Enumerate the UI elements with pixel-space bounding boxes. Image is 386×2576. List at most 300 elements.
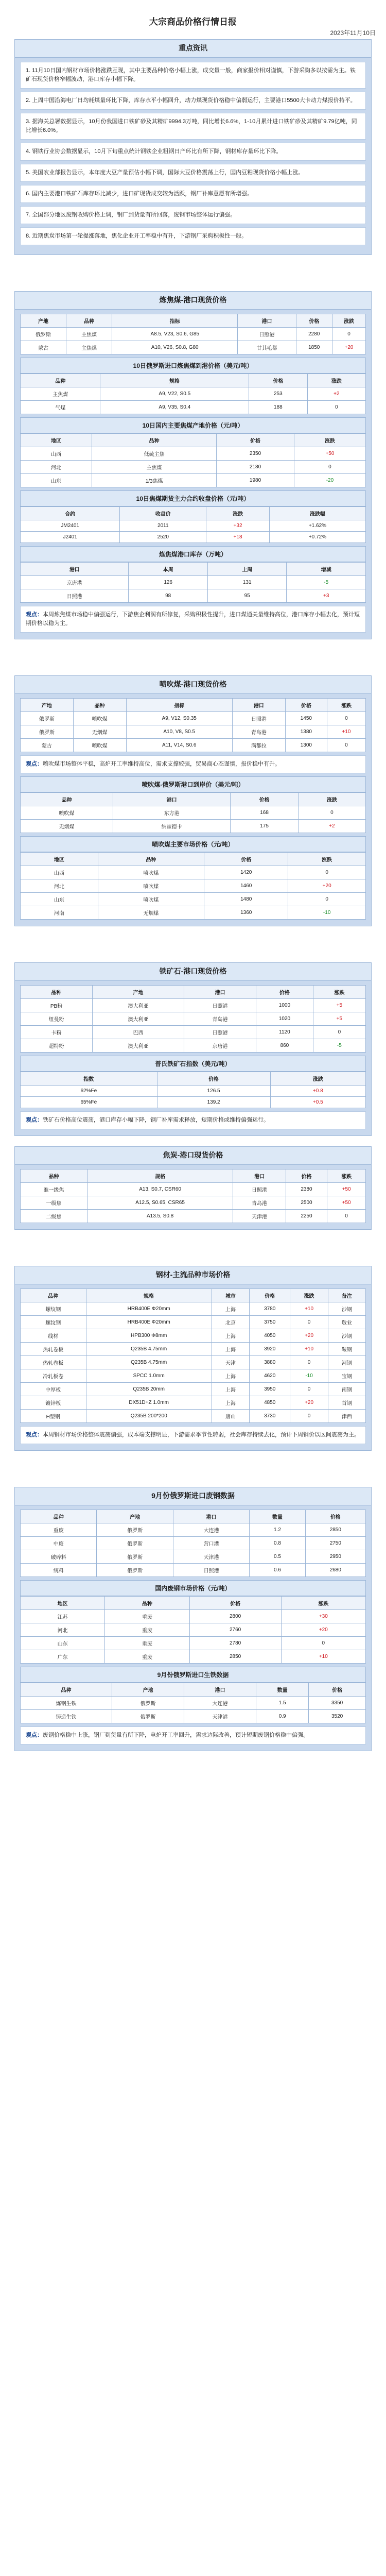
table-cell: 3780 (250, 1302, 290, 1316)
table-cell: 1/3焦煤 (92, 474, 217, 487)
table-cell: 日照港 (232, 712, 285, 725)
table-row (21, 1086, 366, 1097)
news-section (14, 39, 372, 255)
table-header-cell: 产地 (93, 986, 184, 999)
table-cell: 重废 (105, 1650, 189, 1664)
table-cell: 日照港 (173, 1564, 249, 1577)
coal-stock-table (20, 562, 366, 603)
table-cell: 1120 (256, 1026, 313, 1039)
table-row (21, 1550, 366, 1564)
table-cell: 0.6 (250, 1564, 305, 1577)
news-title: 重点资讯 (15, 40, 371, 58)
table-cell: 中废 (21, 1537, 97, 1550)
table-cell: 宝钢 (328, 1369, 365, 1383)
table-cell: 重废 (105, 1623, 189, 1637)
table-row (21, 879, 366, 893)
table-cell: H型钢 (21, 1410, 86, 1423)
table-cell: 河钢 (328, 1356, 365, 1369)
table-cell: HPB300 Φ8mm (86, 1329, 212, 1343)
table-cell: 4050 (250, 1329, 290, 1343)
table-cell: 纽曼粉 (21, 1012, 93, 1026)
table-cell: 蒙古 (21, 341, 66, 354)
table-cell: 上海 (212, 1369, 249, 1383)
ore-section (14, 962, 372, 1136)
pci-section (14, 675, 372, 926)
coal-import-title: 10日俄罗斯进口炼焦煤到港价格（美元/吨） (20, 358, 366, 374)
pci-port-table (20, 698, 366, 752)
table-cell: -5 (313, 1039, 365, 1053)
table-row (21, 1343, 366, 1356)
table-cell: +10 (327, 725, 365, 739)
table-row (21, 1183, 366, 1196)
table-cell: 京唐港 (184, 1039, 256, 1053)
table-row (21, 461, 366, 474)
table-cell: +20 (332, 341, 365, 354)
table-cell: 1450 (285, 712, 327, 725)
table-cell: 0 (281, 1637, 365, 1650)
table-cell: 河北 (21, 879, 98, 893)
ore-index-table (20, 1072, 366, 1108)
news-item: 5. 美国农业部报告显示，本年度大豆产量预估小幅下调，国际大豆价格震荡上行，国内豆粕现货价格小幅上涨。 (20, 164, 366, 182)
table-cell: 河北 (21, 461, 92, 474)
table-cell: -10 (288, 906, 366, 920)
table-cell: 上海 (212, 1302, 249, 1316)
news-item: 2. 上周中国沿海电厂日均耗煤量环比下降，库存水平小幅回升，动力煤现货价格稳中偏弱运行，主要港口5500大卡动力煤报价持平。 (20, 92, 366, 110)
steel-comment: 观点：本周钢材市场价格整体震荡偏强，成本端支撑明显，下游需求季节性转弱，社会库存持续去化，预计下周钢价以区间震荡为主。 (20, 1426, 366, 1444)
steel-section (14, 1266, 372, 1451)
table-cell: 2800 (189, 1610, 281, 1623)
table-cell: 一级焦 (21, 1196, 87, 1210)
pci-title: 喷吹煤-港口现货价格 (15, 676, 371, 694)
ore-index-title: 普氏铁矿石指数（美元/吨） (20, 1056, 366, 1072)
table-header-cell: 港口 (21, 563, 129, 576)
table-cell: 无烟煤 (21, 820, 113, 833)
table-cell: 1850 (296, 341, 332, 354)
pci-market-title: 喷吹煤主要市场价格（元/吨） (20, 836, 366, 852)
table-row (21, 712, 366, 725)
table-header-cell: 数量 (256, 1683, 309, 1697)
table-header-cell: 价格 (305, 1510, 365, 1523)
table-cell: 1.5 (256, 1697, 309, 1710)
table-header-cell: 涨跌 (288, 853, 366, 866)
table-row (21, 1369, 366, 1383)
table-cell: 首钢 (328, 1396, 365, 1410)
table-cell: 喷吹煤 (73, 739, 126, 752)
table-cell: 俄罗斯 (97, 1523, 173, 1537)
table-cell: 气煤 (21, 401, 100, 414)
table-cell: A10, V8, S0.5 (126, 725, 232, 739)
table-cell: 3750 (250, 1316, 290, 1329)
table-cell: 重废 (105, 1610, 189, 1623)
table-cell: 日照港 (184, 1026, 256, 1039)
table-cell: +10 (281, 1650, 365, 1664)
table-cell: +20 (290, 1396, 328, 1410)
pci-import-title: 喷吹煤-俄罗斯港口到岸价（美元/吨） (20, 776, 366, 792)
table-cell: 3350 (309, 1697, 366, 1710)
table-row (21, 820, 366, 833)
table-row (21, 1650, 366, 1664)
table-cell: HRB400E Φ20mm (86, 1316, 212, 1329)
news-item: 6. 国内主要港口铁矿石库存环比减少，进口矿现货成交较为活跃，钢厂补库意愿有所增强。 (20, 185, 366, 203)
table-cell: 2280 (296, 328, 332, 341)
table-header-cell: 品种 (73, 699, 126, 712)
table-cell: 139.2 (157, 1097, 270, 1108)
table-header-cell: 涨跌 (294, 434, 365, 447)
table-cell: +1.62% (269, 520, 365, 532)
scrap-import-table (20, 1510, 366, 1577)
table-cell: A12.5, S0.65, CSR65 (87, 1196, 233, 1210)
steel-title: 钢材-主流品种市场价格 (15, 1266, 371, 1284)
table-cell: +10 (290, 1302, 328, 1316)
report-date: 2023年11月10日 (330, 29, 376, 37)
table-row (21, 328, 366, 341)
table-header-cell: 品种 (21, 1683, 112, 1697)
table-row (21, 1039, 366, 1053)
table-header-cell: 价格 (296, 314, 332, 328)
scrap-domestic-table (20, 1596, 366, 1664)
table-header-cell: 价格 (285, 699, 327, 712)
table-header-cell: 规格 (87, 1170, 233, 1183)
table-cell: 日照港 (21, 589, 129, 603)
table-cell: -5 (287, 576, 366, 589)
table-cell: 日照港 (238, 328, 296, 341)
table-row (21, 1537, 366, 1550)
table-cell: 甘其毛都 (238, 341, 296, 354)
table-row (21, 589, 366, 603)
table-header-cell: 品种 (92, 434, 217, 447)
table-row (21, 1012, 366, 1026)
table-cell: +5 (313, 1012, 365, 1026)
table-cell: 俄罗斯 (21, 712, 74, 725)
table-cell: 破碎料 (21, 1550, 97, 1564)
table-cell: 4620 (250, 1369, 290, 1383)
table-cell: 巴西 (93, 1026, 184, 1039)
table-cell: 青岛港 (233, 1196, 286, 1210)
table-header-cell: 城市 (212, 1289, 249, 1302)
table-cell: 蒙古 (21, 739, 74, 752)
table-cell: 天津港 (233, 1210, 286, 1223)
table-cell: 超特粉 (21, 1039, 93, 1053)
table-header-cell: 涨跌 (270, 1072, 365, 1086)
table-header-cell: 涨跌 (327, 699, 365, 712)
table-cell: 主焦煤 (21, 387, 100, 401)
table-row (21, 401, 366, 414)
table-header-cell: 涨跌幅 (269, 507, 365, 520)
table-row (21, 1210, 366, 1223)
table-cell: 日照港 (233, 1183, 286, 1196)
table-row (21, 1697, 366, 1710)
table-cell: 2750 (305, 1537, 365, 1550)
table-cell: HRB400E Φ20mm (86, 1302, 212, 1316)
ore-port-table (20, 985, 366, 1053)
table-cell: 2850 (189, 1650, 281, 1664)
table-cell: 炼钢生铁 (21, 1697, 112, 1710)
table-cell: Q235B 4.75mm (86, 1356, 212, 1369)
table-header-cell: 港口 (232, 699, 285, 712)
table-header-cell: 指标 (112, 314, 238, 328)
table-header-cell: 产地 (21, 699, 74, 712)
table-header-cell: 港口 (238, 314, 296, 328)
table-cell: 螺纹钢 (21, 1316, 86, 1329)
table-cell: 纳霍德卡 (113, 820, 231, 833)
table-cell: 1480 (204, 893, 288, 906)
table-row (21, 906, 366, 920)
table-cell: 1380 (285, 725, 327, 739)
table-cell: 1000 (256, 999, 313, 1012)
table-cell: 126 (129, 576, 208, 589)
table-header-cell: 品种 (21, 374, 100, 387)
table-header-cell: 涨跌 (313, 986, 365, 999)
coal-domestic-title: 10日国内主要焦煤产地价格（元/吨） (20, 417, 366, 433)
table-cell: 131 (207, 576, 287, 589)
table-cell: 2950 (305, 1550, 365, 1564)
table-header-cell: 价格 (217, 434, 294, 447)
table-row (21, 1564, 366, 1577)
table-header-cell: 品种 (21, 1510, 97, 1523)
table-cell: Q235B 200*200 (86, 1410, 212, 1423)
table-row (21, 866, 366, 879)
table-header-cell: 上周 (207, 563, 287, 576)
table-header-cell: 价格 (249, 374, 307, 387)
table-cell: 3730 (250, 1410, 290, 1423)
table-header-cell: 增减 (287, 563, 366, 576)
table-cell: 2380 (286, 1183, 327, 1196)
coal-stock-title: 炼焦煤港口库存（万吨） (20, 546, 366, 562)
table-cell: 俄罗斯 (112, 1710, 184, 1723)
table-row (21, 1097, 366, 1108)
table-cell: 2780 (189, 1637, 281, 1650)
pci-comment: 观点：喷吹煤市场整体平稳，高炉开工率维持高位，需求支撑较强，贸易商心态谨慎，报价稳中有升。 (20, 755, 366, 773)
table-row (21, 1710, 366, 1723)
table-cell: 俄罗斯 (112, 1697, 184, 1710)
table-cell: PB粉 (21, 999, 93, 1012)
pci-market-table (20, 852, 366, 920)
coal-futures-title: 10日焦煤期货主力合约收盘价格（元/吨） (20, 490, 366, 506)
table-header-cell: 港口 (184, 986, 256, 999)
table-cell: 满都拉 (232, 739, 285, 752)
table-header-cell: 品种 (21, 1289, 86, 1302)
table-cell: 3880 (250, 1356, 290, 1369)
table-cell: 螺纹钢 (21, 1302, 86, 1316)
table-cell: 低硫主焦 (92, 447, 217, 461)
table-cell: 2760 (189, 1623, 281, 1637)
table-header-cell: 港口 (113, 793, 231, 806)
table-cell: 0 (290, 1316, 328, 1329)
table-cell: 喷吹煤 (98, 893, 204, 906)
table-cell: +3 (287, 589, 366, 603)
table-cell: 2680 (305, 1564, 365, 1577)
table-header-cell: 价格 (204, 853, 288, 866)
table-row (21, 576, 366, 589)
table-cell: 俄罗斯 (21, 725, 74, 739)
table-cell: 2250 (286, 1210, 327, 1223)
table-row (21, 447, 366, 461)
table-cell: 澳大利亚 (93, 1012, 184, 1026)
table-header-cell: 价格 (256, 986, 313, 999)
table-cell: 0 (332, 328, 365, 341)
news-item: 4. 钢铁行业协会数据显示，10月下旬重点统计钢铁企业粗钢日产环比有所下降，钢材库存量环比下降。 (20, 143, 366, 161)
news-item: 7. 全国部分地区废钢收购价格上调，钢厂到货量有所回落，废钢市场整体运行偏强。 (20, 206, 366, 224)
table-cell: J2401 (21, 532, 120, 543)
table-header-cell: 产地 (21, 314, 66, 328)
table-cell: A13.5, S0.8 (87, 1210, 233, 1223)
table-cell: 主焦煤 (66, 328, 112, 341)
table-row (21, 806, 366, 820)
table-cell: 3950 (250, 1383, 290, 1396)
table-cell: 2500 (286, 1196, 327, 1210)
table-header-cell: 地区 (21, 434, 92, 447)
table-header-cell: 品种 (66, 314, 112, 328)
table-row (21, 1329, 366, 1343)
table-header-cell: 品种 (98, 853, 204, 866)
table-cell: +20 (281, 1623, 365, 1637)
table-cell: 0.9 (256, 1710, 309, 1723)
table-header-cell: 价格 (309, 1683, 366, 1697)
table-cell: 上海 (212, 1396, 249, 1410)
table-cell: 1.2 (250, 1523, 305, 1537)
table-cell: 俄罗斯 (97, 1550, 173, 1564)
table-cell: 253 (249, 387, 307, 401)
pci-import-table (20, 792, 366, 833)
news-list (20, 62, 366, 245)
table-cell: 俄罗斯 (97, 1564, 173, 1577)
table-cell: 主焦煤 (66, 341, 112, 354)
table-cell: 俄罗斯 (97, 1537, 173, 1550)
table-row (21, 532, 366, 543)
table-cell: 山东 (21, 474, 92, 487)
table-row (21, 999, 366, 1012)
table-cell: 大连港 (184, 1697, 256, 1710)
table-cell: 山东 (21, 1637, 105, 1650)
report-header (0, 0, 386, 37)
table-cell: -20 (294, 474, 365, 487)
table-header-cell: 价格 (189, 1597, 281, 1610)
table-cell: 喷吹煤 (21, 806, 113, 820)
table-cell: A9, V22, S0.5 (100, 387, 249, 401)
table-cell: 188 (249, 401, 307, 414)
table-cell: 主焦煤 (92, 461, 217, 474)
table-header-cell: 规格 (86, 1289, 212, 1302)
table-cell: +10 (290, 1343, 328, 1356)
table-cell: 二级焦 (21, 1210, 87, 1223)
table-cell: 卡粉 (21, 1026, 93, 1039)
table-header-cell: 指标 (126, 699, 232, 712)
table-cell: 175 (231, 820, 298, 833)
table-header-cell: 涨跌 (298, 793, 365, 806)
table-cell: 南钢 (328, 1383, 365, 1396)
table-cell: 860 (256, 1039, 313, 1053)
table-row (21, 893, 366, 906)
table-header-cell: 产地 (112, 1683, 184, 1697)
news-item: 8. 近期焦炭市场第一轮提涨落地，焦化企业开工率稳中有升，下游钢厂采购积极性一般。 (20, 227, 366, 245)
table-cell: 澳大利亚 (93, 999, 184, 1012)
table-header-cell: 品种 (21, 1170, 87, 1183)
table-cell: 2011 (120, 520, 206, 532)
table-cell: Q235B 4.75mm (86, 1343, 212, 1356)
table-cell: 0 (298, 806, 365, 820)
table-cell: 日照港 (184, 999, 256, 1012)
table-cell: +20 (288, 879, 366, 893)
table-cell: 唐山 (212, 1410, 249, 1423)
table-cell: 2520 (120, 532, 206, 543)
table-cell: 俄罗斯 (21, 328, 66, 341)
table-cell: +0.8 (270, 1086, 365, 1097)
coal-comment: 观点：本周炼焦煤市场稳中偏强运行，下游焦企利润有所修复，采购积极性提升，进口煤通关量维持高位，港口库存小幅去化，预计短期价格以稳为主。 (20, 606, 366, 633)
scrap-domestic-title: 国内废钢市场价格（元/吨） (20, 1580, 366, 1596)
coal-section (14, 291, 372, 639)
table-row (21, 739, 366, 752)
table-header-cell: 涨跌 (327, 1170, 366, 1183)
table-cell: 喷吹煤 (98, 879, 204, 893)
table-header-cell: 规格 (100, 374, 249, 387)
table-row (21, 1196, 366, 1210)
table-cell: 铸造生铁 (21, 1710, 112, 1723)
table-cell: 热轧卷板 (21, 1356, 86, 1369)
table-cell: 沙钢 (328, 1302, 365, 1316)
pigiron-import-table (20, 1683, 366, 1723)
table-cell: 河北 (21, 1623, 105, 1637)
table-cell: 0 (294, 461, 365, 474)
table-row (21, 1383, 366, 1396)
table-cell: DX51D+Z 1.0mm (86, 1396, 212, 1410)
coal-import-table (20, 374, 366, 414)
table-cell: 山西 (21, 447, 92, 461)
coal-futures-table (20, 506, 366, 543)
table-cell: 镀锌板 (21, 1396, 86, 1410)
table-cell: 1460 (204, 879, 288, 893)
table-cell: 上海 (212, 1383, 249, 1396)
table-cell: 山西 (21, 866, 98, 879)
table-cell: 168 (231, 806, 298, 820)
table-cell: 2180 (217, 461, 294, 474)
table-cell: JM2401 (21, 520, 120, 532)
table-cell: 1980 (217, 474, 294, 487)
scrap-comment: 观点：废钢价格稳中上涨，钢厂到货量有所下降，电炉开工率回升，需求边际改善，预计短期废钢价格稳中偏强。 (20, 1726, 366, 1744)
table-header-cell: 涨跌 (281, 1597, 365, 1610)
table-header-cell: 指数 (21, 1072, 157, 1086)
table-row (21, 1637, 366, 1650)
table-cell: 统料 (21, 1564, 97, 1577)
table-cell: 无烟煤 (98, 906, 204, 920)
table-cell: 营口港 (173, 1537, 249, 1550)
table-cell: 1360 (204, 906, 288, 920)
table-cell: 鞍钢 (328, 1343, 365, 1356)
coal-port-table (20, 314, 366, 354)
table-cell: 0 (307, 401, 365, 414)
table-row (21, 1610, 366, 1623)
table-cell: A10, V26, S0.8, G80 (112, 341, 238, 354)
table-header-cell: 本周 (129, 563, 208, 576)
table-header-cell: 备注 (328, 1289, 365, 1302)
table-row (21, 1410, 366, 1423)
table-cell: +5 (313, 999, 365, 1012)
coke-title: 焦炭-港口现货价格 (15, 1147, 371, 1165)
table-cell: 沙钢 (328, 1329, 365, 1343)
table-row (21, 1523, 366, 1537)
table-cell: 青岛港 (232, 725, 285, 739)
table-cell: 山东 (21, 893, 98, 906)
table-cell: +0.72% (269, 532, 365, 543)
table-cell: 澳大利亚 (93, 1039, 184, 1053)
table-row (21, 1302, 366, 1316)
report-title: 大宗商品价格行情日报 (149, 17, 237, 27)
table-header-cell: 地区 (21, 853, 98, 866)
table-cell: 热轧卷板 (21, 1343, 86, 1356)
table-cell: 中厚板 (21, 1383, 86, 1396)
table-cell: +30 (281, 1610, 365, 1623)
table-row (21, 474, 366, 487)
table-cell: 126.5 (157, 1086, 270, 1097)
